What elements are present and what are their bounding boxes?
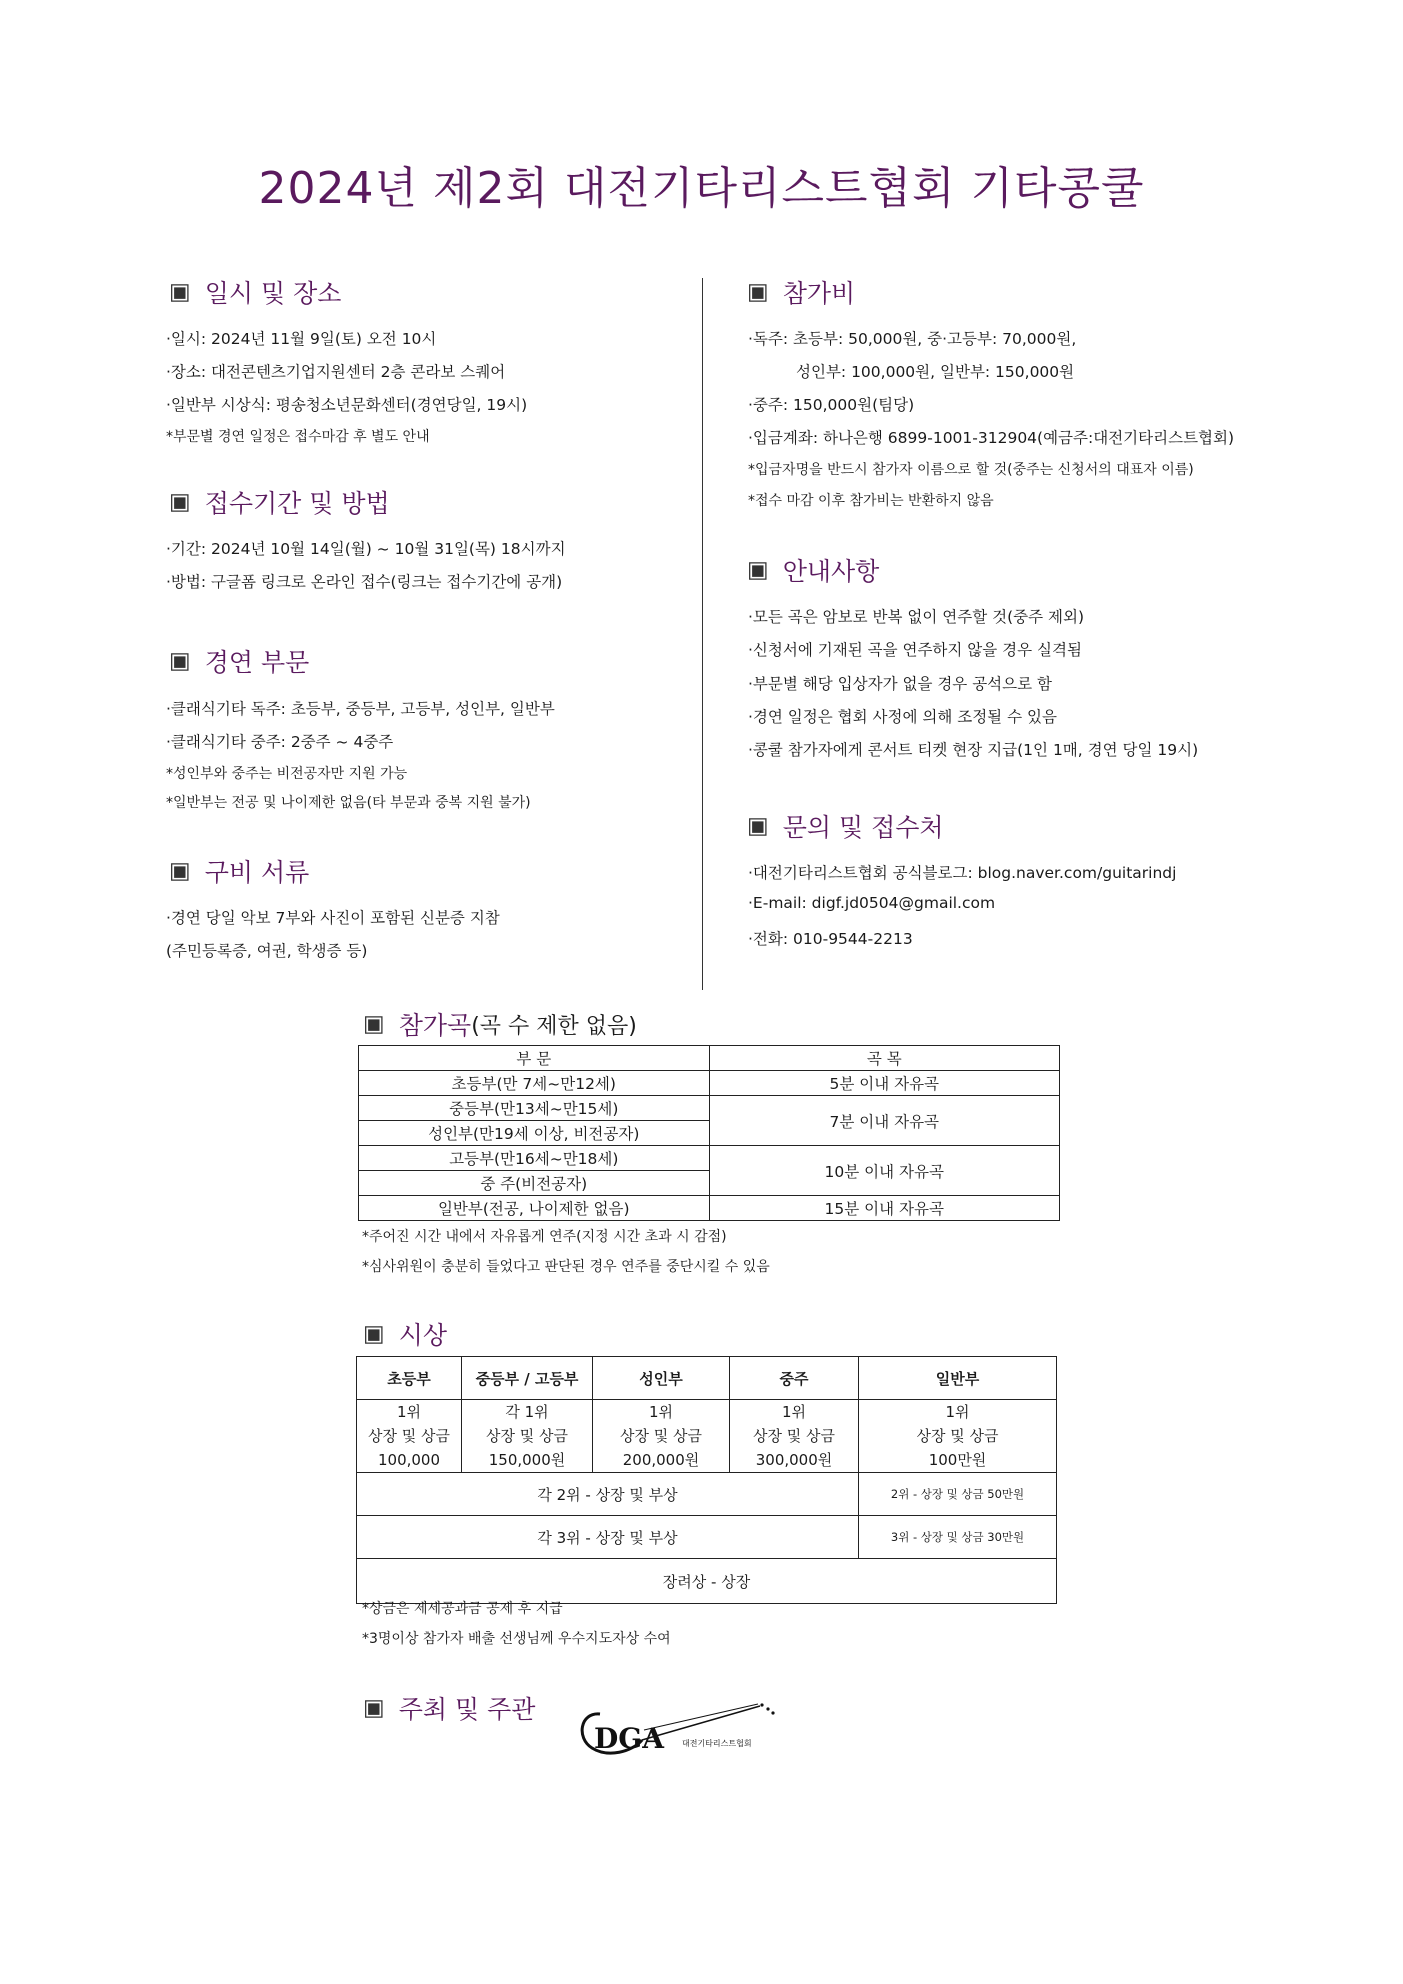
pieces-table: [358, 1045, 1060, 1221]
award-first-middle-high: 각 1위 상장 및 상금 150,000원: [462, 1400, 593, 1473]
pieces-note: *주어진 시간 내에서 자유롭게 연주(지정 시간 초과 시 감점): [362, 1229, 727, 1245]
awards-col-adult: 성인부: [593, 1357, 730, 1400]
heading-application: ▣ 접수기간 및 방법: [169, 489, 390, 518]
svg-text:DGA: DGA: [594, 1722, 664, 1755]
svg-text:대전기타리스트협회: 대전기타리스트협회: [682, 1739, 752, 1748]
fee-solo: ·독주: 초등부: 50,000원, 중·고등부: 70,000원,: [748, 330, 1077, 348]
awards-col-ensemble: 중주: [730, 1357, 859, 1400]
application-method: ·방법: 구글폼 링크로 온라인 접수(링크는 접수기간에 공개): [166, 573, 563, 591]
award-second-general: 2위 - 상장 및 상금 50만원: [859, 1473, 1057, 1516]
heading-awards: ▣ 시상: [363, 1321, 448, 1350]
contact-blog: ·대전기타리스트협회 공식블로그: blog.naver.com/guitarindj: [748, 864, 1177, 882]
division-middle: 중등부(만13세~만15세): [359, 1096, 710, 1121]
documents-line: ·경연 당일 악보 7부와 사진이 포함된 신분증 지참: [166, 909, 500, 927]
heading-documents: ▣ 구비 서류: [169, 858, 310, 887]
division-general: 일반부(전공, 나이제한 없음): [359, 1196, 710, 1221]
col-piece: 곡 목: [709, 1046, 1060, 1071]
fee-note: *접수 마감 이후 참가비는 반환하지 않음: [748, 493, 994, 509]
awards-note: *3명이상 참가자 배출 선생님께 우수지도자상 수여: [362, 1631, 671, 1647]
schedule-ceremony: ·일반부 시상식: 평송청소년문화센터(경연당일, 19시): [166, 396, 528, 414]
division-ensemble: 중 주(비전공자): [359, 1171, 710, 1196]
schedule-note: *부문별 경연 일정은 접수마감 후 별도 안내: [166, 429, 430, 445]
square-bullet-icon: ▣: [169, 648, 191, 674]
fee-ensemble: ·중주: 150,000원(팀당): [748, 396, 915, 414]
guitar-logo-icon: [570, 1700, 780, 1766]
page-title: 2024년 제2회 대전기타리스트협회 기타콩쿨: [258, 163, 1145, 214]
heading-contact: ▣ 문의 및 접수처: [747, 813, 944, 842]
division-adult: 성인부(만19세 이상, 비전공자): [359, 1121, 710, 1146]
division-high: 고등부(만16세~만18세): [359, 1146, 710, 1171]
fee-account: ·입금계좌: 하나은행 6899-1001-312904(예금주:대전기타리스트협회): [748, 429, 1235, 447]
col-division: 부 문: [359, 1046, 710, 1071]
awards-table: [356, 1356, 1057, 1604]
guide-line: ·모든 곡은 암보로 반복 없이 연주할 것(중주 제외): [748, 608, 1084, 626]
heading-pieces: ▣ 참가곡 (곡 수 제한 없음): [363, 1011, 637, 1040]
awards-col-elem: 초등부: [357, 1357, 462, 1400]
division-elem: 초등부(만 7세~만12세): [359, 1071, 710, 1096]
heading-fee: ▣ 참가비: [747, 279, 856, 308]
heading-organizer: ▣ 주최 및 주관: [363, 1695, 536, 1724]
pieces-note: *심사위원이 충분히 들었다고 판단된 경우 연주를 중단시킬 수 있음: [362, 1259, 770, 1275]
piece-7min: 7분 이내 자유곡: [709, 1096, 1060, 1146]
award-first-elem: 1위 상장 및 상금 100,000: [357, 1400, 462, 1473]
guide-line: ·경연 일정은 협회 사정에 의해 조정될 수 있음: [748, 708, 1057, 726]
awards-col-middle-high: 중등부 / 고등부: [462, 1357, 593, 1400]
guide-line: ·부문별 해당 입상자가 없을 경우 공석으로 함: [748, 675, 1053, 693]
divisions-note: *일반부는 전공 및 나이제한 없음(타 부문과 중복 지원 불가): [166, 795, 531, 811]
contact-email: ·E-mail: digf.jd0504@gmail.com: [748, 894, 996, 912]
divisions-solo: ·클래식기타 독주: 초등부, 중등부, 고등부, 성인부, 일반부: [166, 700, 555, 718]
piece-15min: 15분 이내 자유곡: [709, 1196, 1060, 1221]
awards-note: *상금은 제세공과금 공제 후 지급: [362, 1601, 563, 1617]
award-first-adult: 1위 상장 및 상금 200,000원: [593, 1400, 730, 1473]
award-encouragement: 장려상 - 상장: [357, 1559, 1057, 1604]
award-third: 각 3위 - 상장 및 부상: [357, 1516, 859, 1559]
divisions-ensemble: ·클래식기타 중주: 2중주 ~ 4중주: [166, 733, 394, 751]
piece-5min: 5분 이내 자유곡: [709, 1071, 1060, 1096]
schedule-place: ·장소: 대전콘텐츠기업지원센터 2층 콘라보 스퀘어: [166, 363, 506, 381]
divisions-note: *성인부와 중주는 비전공자만 지원 가능: [166, 766, 408, 782]
heading-divisions: ▣ 경연 부문: [169, 648, 310, 677]
column-divider: [702, 278, 703, 990]
square-bullet-icon: ▣: [747, 557, 769, 583]
contact-phone: ·전화: 010-9544-2213: [748, 930, 913, 948]
square-bullet-icon: ▣: [363, 1321, 385, 1347]
application-period: ·기간: 2024년 10월 14일(월) ~ 10월 31일(목) 18시까지: [166, 540, 566, 558]
square-bullet-icon: ▣: [747, 813, 769, 839]
award-third-general: 3위 - 상장 및 상금 30만원: [859, 1516, 1057, 1559]
square-bullet-icon: ▣: [169, 279, 191, 305]
heading-schedule: ▣ 일시 및 장소: [169, 279, 342, 308]
piece-10min: 10분 이내 자유곡: [709, 1146, 1060, 1196]
guide-line: ·콩쿨 참가자에게 콘서트 티켓 현장 지급(1인 1매, 경연 당일 19시): [748, 741, 1199, 759]
square-bullet-icon: ▣: [363, 1695, 385, 1721]
award-second: 각 2위 - 상장 및 부상: [357, 1473, 859, 1516]
square-bullet-icon: ▣: [747, 279, 769, 305]
schedule-date: ·일시: 2024년 11월 9일(토) 오전 10시: [166, 330, 437, 348]
dga-logo: [570, 1700, 780, 1766]
awards-col-general: 일반부: [859, 1357, 1057, 1400]
award-first-general: 1위 상장 및 상금 100만원: [859, 1400, 1057, 1473]
square-bullet-icon: ▣: [169, 489, 191, 515]
fee-solo-cont: 성인부: 100,000원, 일반부: 150,000원: [796, 363, 1075, 381]
guide-line: ·신청서에 기재된 곡을 연주하지 않을 경우 실격됨: [748, 641, 1082, 659]
documents-line: (주민등록증, 여권, 학생증 등): [166, 942, 368, 960]
fee-note: *입금자명을 반드시 참가자 이름으로 할 것(중주는 신청서의 대표자 이름): [748, 462, 1194, 478]
heading-guide: ▣ 안내사항: [747, 557, 880, 586]
award-first-ensemble: 1위 상장 및 상금 300,000원: [730, 1400, 859, 1473]
square-bullet-icon: ▣: [363, 1011, 385, 1037]
square-bullet-icon: ▣: [169, 858, 191, 884]
